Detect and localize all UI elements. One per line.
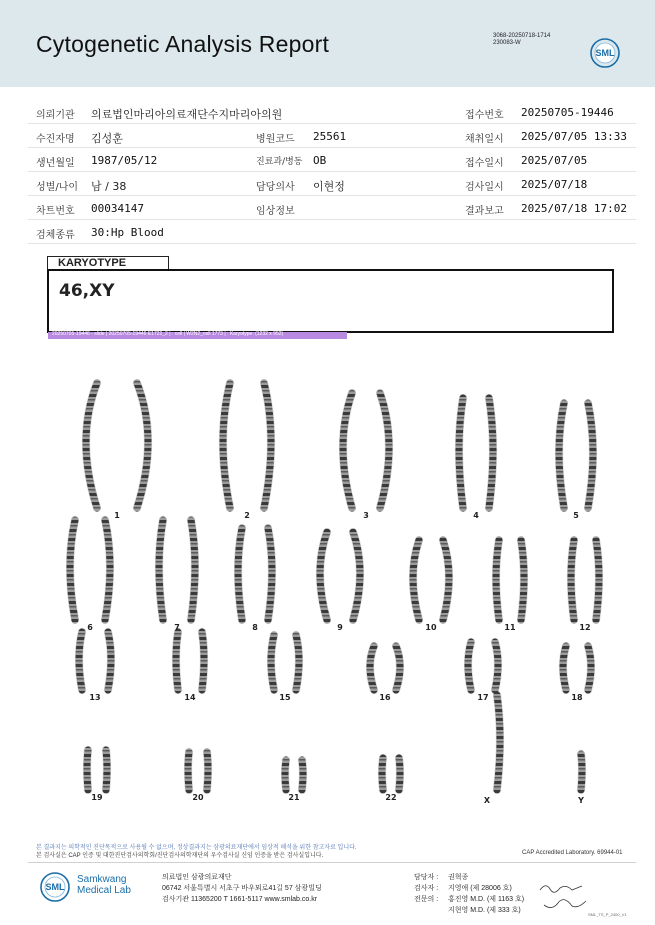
chromosome-label: 22 (385, 793, 397, 802)
chromosome (238, 528, 242, 620)
chart-no-label: 차트번호 (36, 206, 75, 217)
chromosome (207, 752, 208, 790)
chromosome-label: 3 (363, 511, 369, 520)
report-title: Cytogenetic Analysis Report (36, 31, 330, 57)
chromosome (202, 632, 204, 690)
chromosome-label: 11 (504, 623, 516, 632)
chromosome (468, 642, 471, 690)
report-code-1: 3068-20250718-1714 (493, 33, 551, 39)
dept-label: 진료과/병동 (256, 157, 303, 167)
chromosome-label: 21 (288, 793, 300, 802)
chromosome (105, 520, 110, 620)
institution-label: 의뢰기관 (36, 110, 75, 121)
doctor-label: 담당의사 (256, 182, 295, 193)
chromosome-label: 1 (114, 511, 120, 520)
patient-info-table (28, 100, 636, 244)
chromosome (497, 695, 500, 790)
chromosome (176, 632, 178, 690)
cap-accreditation: CAP Accredited Laboratory. 69944-01 (522, 850, 623, 856)
patient-value: 김성훈 (91, 132, 123, 145)
chromosome (188, 752, 189, 790)
footer-staff (414, 872, 525, 916)
chromosome (285, 760, 286, 790)
receipt-no-value: 20250705-19446 (521, 106, 614, 119)
info-row-2 (28, 124, 636, 148)
chromosome-label: 4 (473, 511, 479, 520)
footer-divider (28, 862, 636, 863)
chromosome (588, 646, 591, 690)
chromosome (296, 635, 299, 690)
staff-value-1: 권혁종 (448, 874, 469, 881)
chromosome-label: 18 (571, 693, 583, 702)
chromosome-label: X (483, 796, 491, 805)
chromosome-label: 19 (91, 793, 103, 802)
chromosome (268, 528, 272, 620)
result-report-label: 결과보고 (465, 206, 504, 217)
chromosome-group (70, 383, 599, 790)
chromosome (108, 632, 111, 690)
staff-label-2: 검사자 : (414, 885, 439, 892)
hospital-code-label: 병원코드 (256, 134, 295, 145)
chromosome-label: 2 (244, 511, 250, 520)
chromosome-label: Y (578, 796, 584, 805)
dept-value: OB (313, 154, 327, 167)
receipt-no-label: 접수번호 (465, 110, 504, 121)
sex-age-value: 남 / 38 (91, 180, 127, 193)
info-row-1 (28, 100, 636, 124)
chromosome-label: 15 (279, 693, 291, 702)
staff-label-1: 담당자 : (414, 874, 439, 881)
doctor-value: 이현정 (313, 180, 345, 193)
samkwang-brand (77, 874, 131, 896)
karyotype-tab-label: KARYOTYPE (58, 257, 127, 269)
sml-logo (588, 36, 622, 70)
chromosome (353, 532, 360, 620)
samkwang-logo-text: SML (45, 882, 65, 892)
signature-1 (538, 880, 588, 896)
chromosome (443, 540, 449, 620)
karyotype-result-box (47, 269, 614, 333)
receipt-date-label: 접수일시 (465, 158, 504, 169)
chromosome (413, 540, 419, 620)
sex-age-label: 성별/나이 (36, 182, 79, 193)
chromosome-label: 6 (87, 623, 93, 632)
karyotype-result: 46,XY (59, 281, 115, 301)
chromosome (588, 403, 593, 508)
test-date-value: 2025/07/18 (521, 178, 588, 191)
clinical-label: 임상정보 (256, 206, 295, 217)
receipt-date-value: 2025/07/05 (521, 154, 588, 167)
staff-label-3: 전문의 : (414, 896, 439, 903)
karyotype-tab (47, 256, 169, 270)
chromosome-label: 9 (337, 623, 343, 632)
karyogram-image-caption-bar (48, 332, 347, 339)
chromosome (495, 642, 498, 690)
info-row-4 (28, 172, 636, 196)
samkwang-logo-icon (38, 870, 72, 904)
disclaimer-1: 본 결과지는 의학적인 진단목적으로 사용될 수 없으며, 정상결과지는 삼광의료재단에서 임상적 해석을 위한 참고자료 입니다. (36, 845, 357, 851)
chromosome (320, 532, 327, 620)
specimen-value: 30:Hp Blood (91, 226, 164, 239)
chromosome (559, 403, 564, 508)
chromosome (87, 750, 88, 790)
chromosome (396, 646, 400, 690)
info-row-6 (28, 220, 636, 244)
chromosome (159, 520, 163, 620)
collect-value: 2025/07/05 13:33 (521, 130, 627, 143)
chromosome (571, 540, 574, 620)
chromosome (382, 758, 383, 790)
chromosome (380, 393, 389, 508)
footer-address (162, 872, 322, 905)
address-line-2: 06742 서울특별시 서초구 바우뫼로41길 57 삼광빌딩 (162, 885, 322, 892)
chromosome (302, 760, 303, 790)
info-row-5 (28, 196, 636, 220)
chromosome-label: 16 (379, 693, 391, 702)
chromosome-label: 8 (252, 623, 258, 632)
chromosome (271, 635, 274, 690)
report-header (0, 0, 655, 87)
chromosome (563, 646, 566, 690)
address-line-1: 의료법인 삼광의료재단 (162, 874, 232, 881)
form-number: SML_TS_P_2400_V1 (588, 912, 627, 917)
chromosome (223, 383, 230, 508)
specimen-label: 검체종류 (36, 230, 75, 241)
collect-label: 채취일시 (465, 134, 504, 145)
report-code-2: 230083-W (493, 40, 521, 46)
chromosome-label: 7 (174, 623, 180, 632)
karyogram-image-caption: 20250705-19446 - slide | 20250705-19446 E1722_2 | : cell | W2N2_cell 1773 | : Karyotype: (1232 x 952) (52, 331, 284, 337)
chromosome-label: 13 (89, 693, 101, 702)
institution-value: 의료법인마리아의료재단수지마리아의원 (91, 108, 283, 121)
chromosome (521, 540, 524, 620)
chromosome (264, 383, 271, 508)
patient-label: 수진자명 (36, 134, 75, 145)
dob-value: 1987/05/12 (91, 154, 158, 167)
info-row-3 (28, 148, 636, 172)
chromosome-label: 14 (184, 693, 196, 702)
chromosome-label: 10 (425, 623, 437, 632)
staff-value-3: 홍진영 M.D. (제 1163 호) (448, 896, 525, 903)
chromosome-label: 17 (477, 693, 489, 702)
sml-logo-text: SML (595, 48, 615, 58)
test-date-label: 검사일시 (465, 182, 504, 193)
dob-label: 생년월일 (36, 158, 75, 169)
chromosome (370, 646, 374, 690)
chromosome (79, 632, 82, 690)
chart-no-value: 00034147 (91, 202, 144, 215)
chromosome (70, 520, 75, 620)
chromosome (459, 398, 463, 508)
staff-value-2: 지영애 (제 28006 호) (448, 885, 512, 892)
chromosome (399, 758, 400, 790)
address-line-3: 검사기관 11365200 T 1661-5117 www.smlab.co.kr (162, 896, 318, 903)
chromosome (496, 540, 499, 620)
chromosome-label: 20 (192, 793, 204, 802)
chromosome (596, 540, 599, 620)
chromosome-label: 5 (573, 511, 579, 520)
signature-2 (542, 897, 588, 913)
disclaimer-2: 본 검사실은 CAP 인증 및 대한진단검사의학회/진단검사의학재단의 우수검사실 신임 인증을 받은 검사실입니다. (36, 853, 324, 859)
brand-line-1: Samkwang (77, 874, 127, 885)
karyogram-image (40, 340, 620, 810)
result-report-value: 2025/07/18 17:02 (521, 202, 627, 215)
chromosome (191, 520, 195, 620)
hospital-code-value: 25561 (313, 130, 347, 143)
staff-value-4: 지현영 M.D. (제 333 호) (448, 907, 521, 914)
chromosome (489, 398, 493, 508)
chromosome (343, 393, 352, 508)
chromosome-label: 12 (579, 623, 591, 632)
chromosome (106, 750, 107, 790)
chromosome (581, 754, 582, 790)
brand-line-2: Medical Lab (77, 885, 131, 896)
